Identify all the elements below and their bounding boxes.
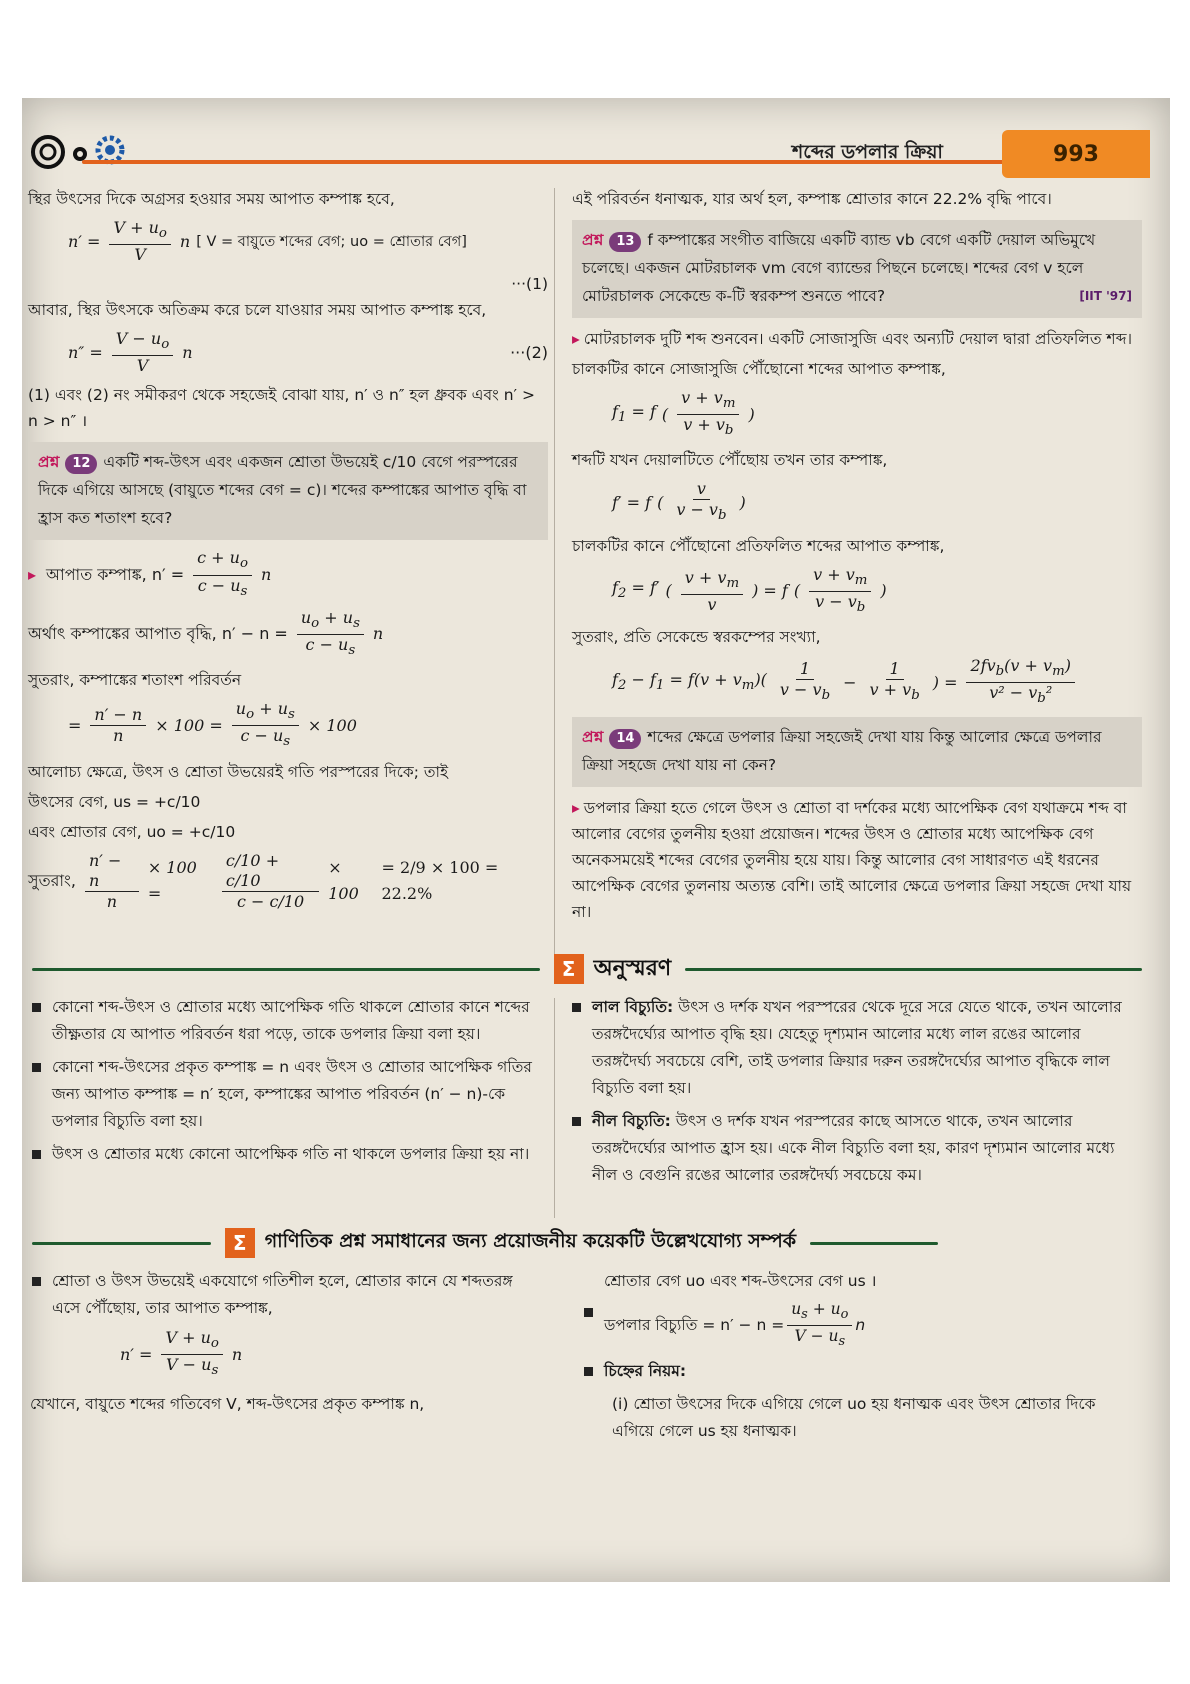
answer-12-result: সুতরাং, $\frac{n' - n}{n}$ × 100 = $\frac{c/10 + c/10}{c - c/10}$ × 100 = 2/9 × 100 = 22.2% xyxy=(28,850,499,911)
relations-left-after: যেখানে, বায়ুতে শব্দের গতিবেগ V, শব্দ-উৎসের প্রকৃত কম্পাঙ্ক n, xyxy=(30,1395,425,1414)
equation-1: n′ = $\frac{V + u_o}{V}$ n [ V = বায়ুতে শব্দের বেগ; uo = শ্রোতার বেগ] xyxy=(68,218,467,265)
answer-12-line-1: ▸ আপাত কম্পাঙ্ক, n′ = $\frac{c + u_o}{c - u_s}$ n xyxy=(28,548,272,599)
column-divider xyxy=(554,188,555,968)
sign-rule-1: (i) শ্রোতা উৎসের দিকে এগিয়ে গেলে uo হয় ধনাত্মক এবং উৎস শ্রোতার দিকে এগিয়ে গেলে us হয় ধনাত্মক। xyxy=(612,1395,1096,1441)
list-item: ডপলার বিচ্যুতি = n′ − n = $\frac{u_s + u_o}{V - u_s}$ n xyxy=(582,1299,1142,1352)
relations-right-first: শ্রোতার বেগ uo এবং শব্দ-উৎসের বেগ us । xyxy=(604,1272,877,1290)
relations-title: গাণিতিক প্রশ্ন সমাধানের জন্য প্রয়োজনীয় কয়েকটি উল্লেখযোগ্য সম্পর্ক xyxy=(264,1230,797,1252)
text-2: আবার, স্থির উৎসকে অতিক্রম করে চলে যাওয়ার সময় আপাত কম্পাঙ্ক হবে, xyxy=(28,301,487,320)
right-column xyxy=(572,186,1142,929)
equation-f1: $f_1 = f$ ( $\frac{v + v_m}{v + v_b}$ ) xyxy=(612,388,755,439)
answer-13-line-1: ▸ মোটরচালক দুটি শব্দ শুনবেন। একটি সোজাসুজি এবং অন্যটি দেয়াল দ্বারা প্রতিফলিত শব্দ। xyxy=(572,330,1133,348)
question-text: একটি শব্দ-উৎস এবং একজন শ্রোতা উভয়েই c/10 বেগে পরস্পরের দিকে এগিয়ে আসছে (বায়ুতে শব্দের বেগ = c)। শব্দের কম্পাঙ্কের আপাত বৃদ্ধি বা হ্রাস কত শতাংশ হবে? xyxy=(38,453,527,528)
answer-12-line-5: আলোচ্য ক্ষেত্রে, উৎস ও শ্রোতা উভয়েরই গতি পরস্পরের দিকে; তাই xyxy=(28,762,449,781)
answer-14: ▸ ডপলার ক্রিয়া হতে গেলে উৎস ও শ্রোতা বা দর্শকের মধ্যে আপেক্ষিক বেগ যথাক্রমে শব্দ বা আলোর বেগের তুলনীয় হওয়া প্রয়োজন। শব্দের উৎস ও শ্রোতার মধ্যে আপেক্ষিক বেগ অনেকসময়েই শব্দের বেগের তুলনীয় হয়ে যায়। কিন্তু আলোর বেগ সাধারণত এই ধরনের আপেক্ষিক বেগের তুলনায় অত্যন্ত বেশি। তাই আলোর ক্ষেত্রে ডপলার ক্রিয়া সহজে দেখা যায় না। xyxy=(572,799,1132,922)
list-item: কোনো শব্দ-উৎস ও শ্রোতার মধ্যে আপেক্ষিক গতি থাকলে শ্রোতার কানে শব্দের তীক্ষ্ণতার যে আপাত পরিবর্তন ধরা পড়ে, তাকে ডপলার ক্রিয়া বলা হয়। xyxy=(30,994,540,1048)
recap-band xyxy=(32,954,1142,984)
intro-text: স্থির উৎসের দিকে অগ্রসর হওয়ার সময় আপাত কম্পাঙ্ক হবে, xyxy=(28,190,395,208)
right-text-1: এই পরিবর্তন ধনাত্মক, যার অর্থ হল, কম্পাঙ্ক শ্রোতার কানে 22.2% বৃদ্ধি পাবে। xyxy=(572,190,1052,208)
answer-12-line-2: অর্থাৎ কম্পাঙ্কের আপাত বৃদ্ধি, n′ − n = $\frac{u_o + u_s}{c - u_s}$ n xyxy=(28,607,384,659)
question-label: প্রশ্ন xyxy=(38,453,60,472)
answer-12-line-7: এবং শ্রোতার বেগ, uo = +c/10 xyxy=(28,822,236,841)
list-item: চিহ্নের নিয়ম: xyxy=(582,1358,1142,1385)
question-13: প্রশ্ন 13 f কম্পাঙ্কের সংগীত বাজিয়ে একটি ব্যান্ড vb বেগে একটি দেয়াল অভিমুখে চলেছে। একজন মোটরচালক vm বেগে ব্যান্ডের পিছনে চলেছে। শব্দের বেগ v হলে মোটরচালক সেকেন্ডে ক-টি স্বরকম্প শুনতে পাবে? [IIT '97] xyxy=(572,220,1142,318)
page-number: 993 xyxy=(1002,130,1150,178)
sigma-icon: Σ xyxy=(225,1228,255,1258)
answer-12-line-6: উৎসের বেগ, us = +c/10 xyxy=(28,792,201,811)
relations-right xyxy=(582,1268,1142,1449)
chapter-title: শব্দের ডপলার ক্রিয়া xyxy=(792,141,943,163)
question-text: শব্দের ক্ষেত্রে ডপলার ক্রিয়া সহজেই দেখা যায় কিন্তু আলোর ক্ষেত্রে ডপলার ক্রিয়া সহজে দেখা যায় না কেন? xyxy=(582,728,1102,775)
equation-2: n″ = $\frac{V - u_o}{V}$ n ···(2) xyxy=(68,329,548,376)
list-item: শ্রোতা ও উৎস উভয়েই একযোগে গতিশীল হলে, শ্রোতার কানে যে শব্দতরঙ্গ এসে পৌঁছোয়, তার আপাত কম্পাঙ্ক, xyxy=(30,1268,540,1322)
question-text: f কম্পাঙ্কের সংগীত বাজিয়ে একটি ব্যান্ড vb বেগে একটি দেয়াল অভিমুখে চলেছে। একজন মোটরচালক vm বেগে ব্যান্ডের পিছনে চলেছে। শব্দের বেগ v হলে মোটরচালক সেকেন্ডে ক-টি স্বরকম্প শুনতে পাবে? xyxy=(582,231,1096,305)
column-divider xyxy=(554,998,555,1218)
recap-right xyxy=(570,994,1142,1195)
gear-icon xyxy=(30,134,150,170)
list-item: নীল বিচ্যুতি: উৎস ও দর্শক যখন পরস্পরের কাছে আসতে থাকে, তখন আলোর তরঙ্গদৈর্ঘ্যের আপাত হ্রাস হয়। একে নীল বিচ্যুতি বলা হয়, কারণ দৃশ্যমান আলোর মধ্যে নীল ও বেগুনি রঙের আলোর তরঙ্গদৈর্ঘ্য সবচেয়ে কম। xyxy=(570,1108,1142,1189)
relations-band xyxy=(32,1228,1142,1258)
recap-left xyxy=(30,994,540,1174)
equation-f2: $f_2 = f'$ ( $\frac{v + v_m}{v}$ ) = f ( $\frac{v + v_m}{v - v_b}$ ) xyxy=(612,564,887,615)
list-item: উৎস ও শ্রোতার মধ্যে কোনো আপেক্ষিক গতি না থাকলে ডপলার ক্রিয়া হয় না। xyxy=(30,1141,540,1168)
relations-left xyxy=(30,1268,540,1422)
equation-1-note: [ V = বায়ুতে শব্দের বেগ; uo = শ্রোতার বেগ] xyxy=(196,233,467,250)
equation-f-prime: f′ = f ( $\frac{v}{v - v_b}$ ) xyxy=(612,479,746,524)
list-item: কোনো শব্দ-উৎসের প্রকৃত কম্পাঙ্ক = n এবং উৎস ও শ্রোতার আপেক্ষিক গতির জন্য আপাত কম্পাঙ্ক = n′ হলে, কম্পাঙ্কের আপাত পরিবর্তন (n′ − n)-কে ডপলার বিচ্যুতি বলা হয়। xyxy=(30,1054,540,1135)
text-3: (1) এবং (2) নং সমীকরণ থেকে সহজেই বোঝা যায়, n′ ও n″ হল ধ্রুবক এবং n′ > n > n″ । xyxy=(28,386,535,431)
left-column xyxy=(28,186,548,918)
header-rule xyxy=(82,160,1142,164)
question-number: 12 xyxy=(65,454,97,474)
answer-13-line-2: চালকটির কানে সোজাসুজি পৌঁছোনো শব্দের আপাত কম্পাঙ্ক, xyxy=(572,360,946,378)
equation-2-number: ···(2) xyxy=(510,342,548,362)
question-14: প্রশ্ন 14 শব্দের ক্ষেত্রে ডপলার ক্রিয়া সহজেই দেখা যায় কিন্তু আলোর ক্ষেত্রে ডপলার ক্রিয়া সহজে দেখা যায় না কেন? xyxy=(572,717,1142,787)
recap-title: অনুস্মরণ xyxy=(593,955,672,981)
answer-13-line-3: শব্দটি যখন দেয়ালটিতে পৌঁছোয় তখন তার কম্পাঙ্ক, xyxy=(572,451,888,470)
answer-13-line-5: সুতরাং, প্রতি সেকেন্ডে স্বরকম্পের সংখ্যা, xyxy=(572,627,821,646)
list-item: লাল বিচ্যুতি: উৎস ও দর্শক যখন পরস্পরের থেকে দূরে সরে যেতে থাকে, তখন আলোর তরঙ্গদৈর্ঘ্যের আপাত বৃদ্ধি হয়। যেহেতু দৃশ্যমান আলোর মধ্যে লাল রঙের আলোর তরঙ্গদৈর্ঘ্য সবচেয়ে বেশি, তাই ডপলার ক্রিয়ার দরুন তরঙ্গদৈর্ঘ্যের আপাত বৃদ্ধিকে লাল বিচ্যুতি বলা হয়। xyxy=(570,994,1142,1102)
answer-13-line-4: চালকটির কানে পৌঁছোনো প্রতিফলিত শব্দের আপাত কম্পাঙ্ক, xyxy=(572,536,945,555)
sigma-icon: Σ xyxy=(554,954,584,984)
answer-12-line-4: = $\frac{n' - n}{n}$ × 100 = $\frac{u_o + u_s}{c - u_s}$ × 100 xyxy=(68,699,357,750)
reference-tag: [IIT '97] xyxy=(1079,289,1132,303)
equation-beats: $f_2 - f_1 = f(v + v_m)$( $\frac{1}{v - v_b}$ − $\frac{1}{v + v_b}$ ) = $\frac{2fv_b(v + v_m)}{v^2 - v_b^2}$ xyxy=(612,656,1142,709)
equation-1-number: ···(1) xyxy=(511,275,548,294)
book-page xyxy=(22,98,1170,1582)
answer-12-line-3: সুতরাং, কম্পাঙ্কের শতাংশ পরিবর্তন xyxy=(28,671,242,690)
equation-general: n′ = $\frac{V + u_o}{V - u_s}$ n xyxy=(120,1328,243,1379)
question-12 xyxy=(28,442,548,540)
